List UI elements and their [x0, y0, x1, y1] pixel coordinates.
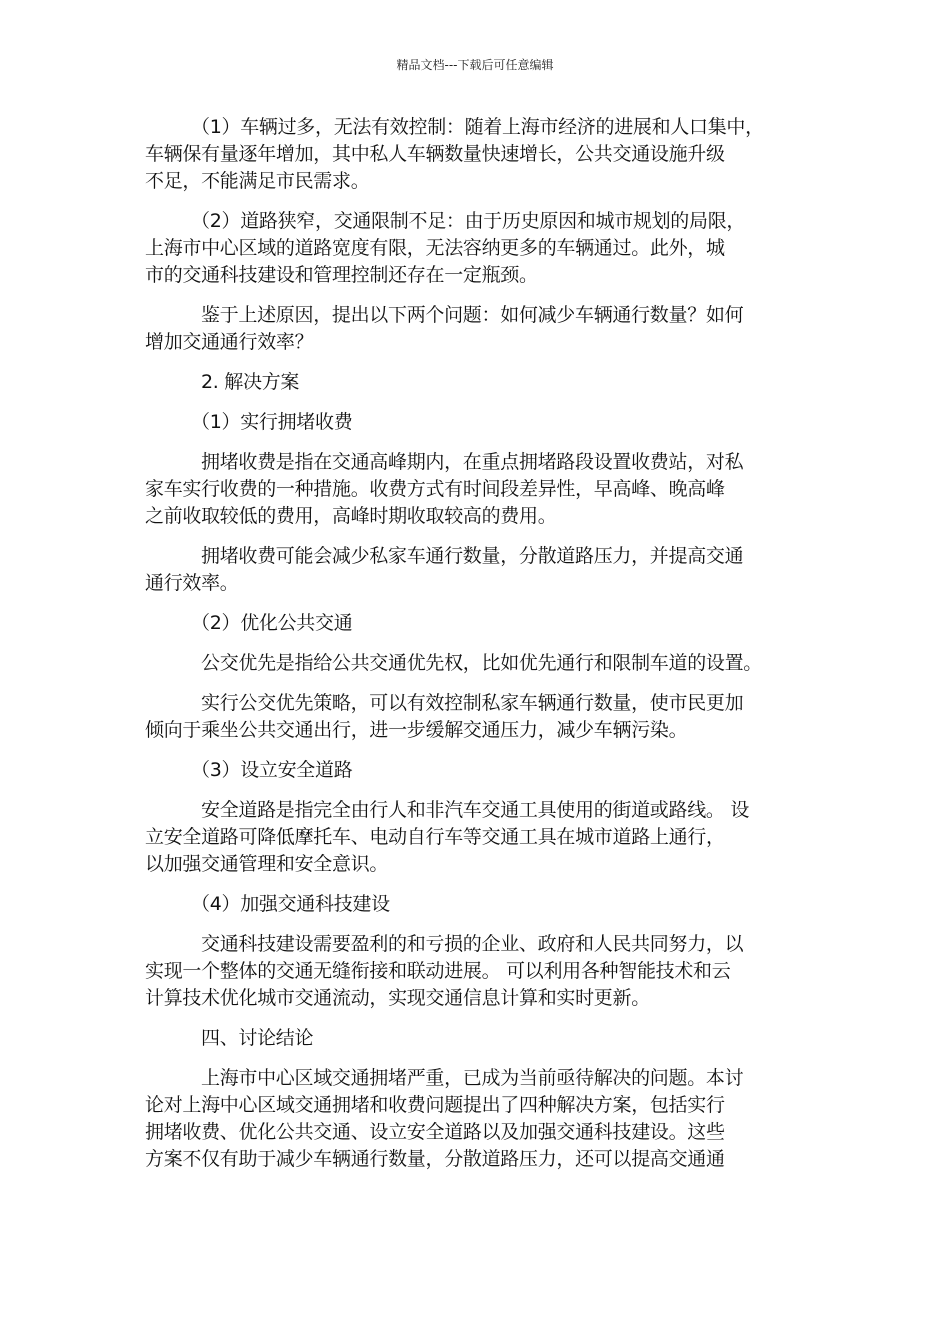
paragraph-1: （1）车辆过多，无法有效控制：随着上海市经济的进展和人口集中， 车辆保有量逐年增加，其中私人车辆数量快速增长，公共交通设施升级 不足，不能满足市民需求。 — [145, 116, 764, 192]
subheading-traffic-tech: （4）加强交通科技建设 — [191, 893, 390, 915]
paragraph-safe-roads: 安全道路是指完全由行人和非汽车交通工具使用的街道或路线。 设 立安全道路可降低摩托车、电动自行车等交通工具在城市道路上通行， 以加强交通管理和安全意识。 — [145, 799, 750, 875]
section-heading-conclusion: 四、讨论结论 — [201, 1027, 314, 1049]
paragraph-bus-priority-def: 公交优先是指给公共交通优先权，比如优先通行和限制车道的设置。 — [201, 652, 763, 674]
subheading-safe-roads: （3）设立安全道路 — [191, 759, 353, 781]
paragraph-conclusion: 上海市中心区域交通拥堵严重，已成为当前亟待解决的问题。本讨 论对上海中心区域交通拥堵和收费问题提出了四种解决方案，包括实行 拥堵收费、优化公共交通、设立安全道路以及加强交通科技建设。这些 方案不仅有助于减少车辆通行数量，分散道路压力，还可以提高交通通 — [145, 1067, 744, 1170]
document-body — [145, 114, 805, 1186]
paragraph-congestion-charge-effect: 拥堵收费可能会减少私家车通行数量，分散道路压力，并提高交通 通行效率。 — [145, 545, 744, 594]
page-header: 精品文档---下载后可任意编辑 — [396, 58, 554, 72]
paragraph-traffic-tech: 交通科技建设需要盈利的和亏损的企业、政府和人民共同努力，以 实现一个整体的交通无缝衔接和联动进展。 可以利用各种智能技术和云 计算技术优化城市交通流动，实现交通信息计算和实时更新。 — [145, 933, 744, 1009]
section-heading-solutions: 2. 解决方案 — [201, 371, 300, 393]
subheading-congestion-charge: （1）实行拥堵收费 — [191, 411, 353, 433]
paragraph-bus-priority-effect: 实行公交优先策略，可以有效控制私家车辆通行数量，使市民更加 倾向于乘坐公共交通出行，进一步缓解交通压力，减少车辆污染。 — [145, 692, 744, 741]
paragraph-congestion-charge-def: 拥堵收费是指在交通高峰期内，在重点拥堵路段设置收费站，对私 家车实行收费的一种措施。收费方式有时间段差异性，早高峰、晚高峰 之前收取较低的费用，高峰时期收取较高的费用。 — [145, 451, 744, 527]
paragraph-2: （2）道路狭窄，交通限制不足：由于历史原因和城市规划的局限， 上海市中心区域的道路宽度有限，无法容纳更多的车辆通过。此外，城 市的交通科技建设和管理控制还存在一定瓶颈。 — [145, 210, 746, 286]
subheading-public-transport: （2）优化公共交通 — [191, 612, 353, 634]
paragraph-3: 鉴于上述原因，提出以下两个问题：如何减少车辆通行数量？如何 增加交通通行效率？ — [145, 304, 744, 353]
